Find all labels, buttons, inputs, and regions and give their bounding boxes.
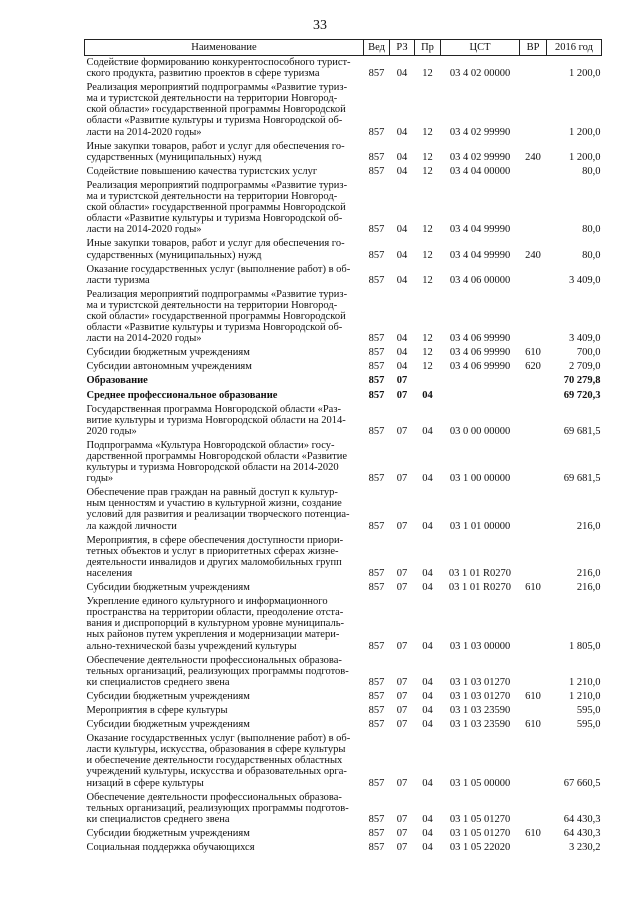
table-row — [85, 791, 602, 827]
row-name-line: дарственной программы Новгородской области «Развитие — [86, 451, 348, 462]
row-name-line: тельных организаций, реализующих программы подготов- — [86, 665, 349, 677]
row-ved: 857 — [368, 582, 385, 594]
row-name-line: годы» — [86, 473, 114, 485]
row-name-line: витие культуры и туризма Новгородской области на 2014- — [86, 414, 346, 426]
row-vr: 240 — [525, 249, 541, 261]
row-name-line: ально-технической базы учреждений культуры — [86, 640, 297, 652]
row-vr — [520, 403, 547, 439]
row-ved: 857 — [368, 249, 385, 261]
row-name-line: ласти культуры, искусства, образования в сфере культуры — [86, 744, 346, 756]
row-cst — [441, 389, 520, 403]
header-name: Наименование — [85, 40, 364, 56]
row-vr — [520, 534, 547, 581]
row-amount: 595,0 — [576, 719, 601, 731]
table-row — [85, 140, 602, 165]
row-amount: 1 200,0 — [569, 151, 601, 163]
row-cst: 03 1 05 01270 — [449, 813, 511, 825]
row-vr: 240 — [525, 151, 541, 163]
header-cst: ЦСТ — [441, 40, 520, 56]
table-row — [85, 165, 602, 179]
header-amount: 2016 год — [547, 40, 602, 56]
row-name-line: ки специалистов среднего звена — [86, 676, 230, 688]
row-name-line: Оказание государственных услуг (выполнение работ) в об- — [86, 733, 351, 745]
row-rz: 04 — [396, 165, 408, 177]
table-row — [85, 374, 602, 388]
row-rz: 07 — [396, 582, 408, 594]
row-name-line: Иные закупки товаров, работ и услуг для обеспечения го- — [86, 238, 345, 250]
row-cst: 03 4 06 99990 — [449, 347, 511, 359]
row-rz: 07 — [396, 640, 408, 652]
row-rz: 07 — [396, 520, 408, 532]
row-pr: 12 — [422, 274, 433, 286]
row-name-line: Реализация мероприятий подпрограммы «Развитие туриз- — [86, 82, 348, 94]
row-rz: 04 — [396, 361, 408, 373]
row-name-line: Обеспечение деятельности профессиональных образова- — [86, 654, 342, 666]
row-pr: 04 — [422, 640, 433, 652]
row-name — [85, 288, 364, 346]
table-body — [85, 56, 602, 856]
row-rz: 07 — [396, 827, 408, 839]
row-rz: 07 — [396, 813, 408, 825]
row-name-line: Государственная программа Новгородской области «Раз- — [86, 403, 341, 415]
row-name-line: ных районов путем укрепления и модернизации матери- — [86, 629, 340, 641]
row-vr — [520, 791, 547, 827]
row-name-line: вания и диспропорций в культурном уровне муниципаль- — [86, 618, 344, 630]
row-name-line: области «Развитие культуры и туризма Новгородской об- — [86, 115, 343, 127]
row-pr — [415, 374, 441, 388]
row-rz: 04 — [396, 274, 408, 286]
page-number: 33 — [313, 18, 327, 33]
row-cst: 03 1 03 23590 — [449, 704, 511, 716]
row-amount: 1 210,0 — [569, 676, 601, 688]
row-name-line: Иные закупки товаров, работ и услуг для обеспечения го- — [86, 140, 345, 152]
row-ved: 857 — [368, 842, 385, 853]
row-ved: 857 — [368, 224, 385, 236]
row-name — [85, 704, 364, 718]
row-vr — [520, 179, 547, 237]
row-ved: 857 — [368, 126, 385, 138]
row-cst: 03 4 06 99990 — [449, 333, 511, 345]
table-row — [85, 389, 602, 403]
row-amount: 70 279,8 — [563, 375, 601, 387]
row-amount: 80,0 — [582, 249, 601, 261]
row-cst: 03 1 01 R0270 — [448, 582, 512, 594]
row-rz: 07 — [396, 690, 408, 702]
row-pr: 04 — [422, 567, 433, 579]
row-ved: 857 — [368, 676, 385, 688]
row-ved: 857 — [368, 333, 385, 345]
row-amount: 80,0 — [582, 165, 601, 177]
row-name-line: 2020 годы» — [86, 425, 137, 437]
header-vr: ВР — [520, 40, 547, 56]
table-row — [85, 704, 602, 718]
row-vr: 610 — [525, 347, 541, 359]
row-name-line: условий для развития и реализации творческого потенциа- — [86, 509, 350, 521]
row-amount: 69 681,5 — [563, 425, 601, 437]
row-amount: 67 660,5 — [563, 777, 601, 789]
row-pr: 12 — [422, 249, 433, 261]
row-vr — [520, 81, 547, 139]
row-name — [85, 374, 364, 388]
header-row — [85, 40, 602, 56]
table-row — [85, 403, 602, 439]
row-cst: 03 1 05 22020 — [449, 842, 511, 853]
row-name — [85, 140, 364, 165]
row-name-line: Обеспечение деятельности профессиональных образова- — [86, 791, 342, 803]
row-cst: 03 1 03 01270 — [449, 690, 511, 702]
row-pr: 04 — [422, 425, 433, 437]
row-name — [85, 360, 364, 374]
row-name-line: Субсидии бюджетным учреждениям — [86, 347, 250, 359]
header-ved: Вед — [364, 40, 390, 56]
row-name-line: тельных организаций, реализующих программы подготов- — [86, 802, 349, 814]
row-rz: 04 — [396, 126, 408, 138]
row-name-line: ки специалистов среднего звена — [86, 813, 230, 825]
row-name — [85, 841, 364, 855]
row-amount: 216,0 — [576, 520, 601, 532]
row-rz: 04 — [396, 151, 408, 163]
table-row — [85, 288, 602, 346]
row-cst: 03 4 06 00000 — [449, 274, 511, 286]
row-pr: 12 — [422, 333, 433, 345]
row-name — [85, 827, 364, 841]
budget-table — [84, 39, 602, 855]
row-vr — [520, 263, 547, 288]
row-rz: 04 — [396, 224, 408, 236]
row-name — [85, 732, 364, 790]
row-vr: 610 — [525, 582, 541, 594]
row-vr — [520, 374, 547, 388]
row-name-line: Среднее профессиональное образование — [86, 389, 278, 401]
row-ved: 857 — [368, 690, 385, 702]
header-rz: РЗ — [390, 40, 415, 56]
row-rz: 04 — [396, 333, 408, 345]
row-ved: 857 — [368, 640, 385, 652]
table-row — [85, 534, 602, 581]
row-name-line: Реализация мероприятий подпрограммы «Развитие туриз- — [86, 288, 348, 300]
row-pr: 04 — [422, 827, 433, 839]
row-name-line: ласти на 2014-2020 годы» — [86, 224, 202, 236]
row-cst: 03 0 00 00000 — [449, 425, 511, 437]
row-ved: 857 — [368, 777, 385, 789]
table-row — [85, 654, 602, 690]
row-name-line: ма и туристской деятельности на территории Новгород- — [86, 93, 338, 105]
row-rz: 07 — [396, 719, 408, 731]
row-name — [85, 791, 364, 827]
row-pr: 04 — [422, 520, 433, 532]
row-amount: 2 709,0 — [569, 361, 601, 373]
row-pr: 12 — [422, 224, 433, 236]
row-name-line: ласти на 2014-2020 годы» — [86, 333, 202, 345]
row-pr: 04 — [422, 389, 433, 401]
row-amount: 1 200,0 — [569, 126, 601, 138]
table-row — [85, 179, 602, 237]
row-cst: 03 4 02 00000 — [449, 68, 511, 80]
row-name-line: ского продукта, развитию проектов в сфере туризма — [86, 68, 320, 80]
row-pr: 04 — [422, 676, 433, 688]
row-pr: 12 — [422, 165, 433, 177]
row-ved: 857 — [368, 719, 385, 731]
row-amount: 69 720,3 — [563, 389, 601, 401]
row-cst: 03 1 00 00000 — [449, 473, 511, 485]
row-rz: 07 — [396, 375, 408, 387]
row-name — [85, 581, 364, 595]
row-name — [85, 718, 364, 732]
row-amount: 3 230,2 — [569, 842, 601, 853]
row-name-line: тетных объектов и услуг в приоритетных сферах жизне- — [86, 545, 339, 557]
row-ved: 857 — [368, 274, 385, 286]
row-name-line: Содействие повышению качества туристских услуг — [86, 165, 318, 177]
row-name-line: Субсидии бюджетным учреждениям — [86, 582, 250, 594]
row-name-line: Оказание государственных услуг (выполнение работ) в об- — [86, 263, 351, 275]
row-name-line: населения — [86, 567, 133, 579]
row-vr — [520, 704, 547, 718]
row-name-line: ской области» государственной программы Новгородской — [86, 202, 346, 214]
row-vr — [520, 389, 547, 403]
row-name — [85, 439, 364, 486]
row-cst: 03 4 02 99990 — [449, 151, 511, 163]
table-row — [85, 690, 602, 704]
table-row — [85, 486, 602, 533]
row-name-line: ласти туризма — [86, 274, 150, 286]
table-row — [85, 81, 602, 139]
row-vr — [520, 56, 547, 82]
row-cst — [441, 374, 520, 388]
row-ved: 857 — [368, 165, 385, 177]
row-vr: 610 — [525, 827, 541, 839]
row-name — [85, 263, 364, 288]
table-header — [85, 40, 602, 56]
row-rz: 04 — [396, 347, 408, 359]
row-amount: 69 681,5 — [563, 473, 601, 485]
row-name — [85, 486, 364, 533]
row-ved: 857 — [368, 361, 385, 373]
row-rz: 07 — [396, 777, 408, 789]
table-row — [85, 718, 602, 732]
row-ved: 857 — [368, 68, 385, 80]
table-row — [85, 595, 602, 653]
row-cst: 03 4 04 00000 — [449, 165, 511, 177]
row-cst: 03 1 03 23590 — [449, 719, 511, 731]
row-pr: 12 — [422, 151, 433, 163]
row-pr: 04 — [422, 813, 433, 825]
row-vr: 610 — [525, 719, 541, 731]
row-cst: 03 4 04 99990 — [449, 249, 511, 261]
row-amount: 216,0 — [576, 567, 601, 579]
row-name-line: ской области» государственной программы Новгородской — [86, 104, 346, 116]
row-ved: 857 — [368, 473, 385, 485]
row-name — [85, 595, 364, 653]
row-name-line: Укрепление единого культурного и информационного — [86, 596, 328, 608]
row-name-line: Образование — [86, 375, 148, 387]
row-name-line: деятельности инвалидов и других маломобильных групп — [86, 556, 342, 568]
row-amount: 1 805,0 — [569, 640, 601, 652]
row-rz: 07 — [396, 473, 408, 485]
row-name — [85, 179, 364, 237]
row-amount: 700,0 — [576, 347, 601, 359]
row-amount: 64 430,3 — [563, 813, 601, 825]
row-vr — [520, 595, 547, 653]
row-ved: 857 — [368, 704, 385, 716]
row-pr: 04 — [422, 719, 433, 731]
row-ved: 857 — [368, 827, 385, 839]
row-name — [85, 403, 364, 439]
row-pr: 04 — [422, 704, 433, 716]
row-name-line: ской области» государственной программы Новгородской — [86, 310, 346, 322]
table-row — [85, 581, 602, 595]
row-ved: 857 — [368, 520, 385, 532]
table-row — [85, 439, 602, 486]
row-ved: 857 — [368, 389, 385, 401]
row-name-line: ла каждой личности — [86, 520, 177, 532]
row-name-line: Субсидии бюджетным учреждениям — [86, 690, 250, 702]
row-vr — [520, 732, 547, 790]
row-ved: 857 — [368, 425, 385, 437]
row-name-line: сударственных (муниципальных) нужд — [86, 151, 262, 163]
row-ved: 857 — [368, 567, 385, 579]
row-cst: 03 1 05 00000 — [449, 777, 511, 789]
row-amount: 216,0 — [576, 582, 601, 594]
row-amount: 1 200,0 — [569, 68, 601, 80]
row-rz: 07 — [396, 842, 408, 853]
row-rz: 07 — [396, 389, 408, 401]
row-vr — [520, 165, 547, 179]
row-name — [85, 690, 364, 704]
row-name — [85, 389, 364, 403]
row-pr: 12 — [422, 126, 433, 138]
row-name-line: Реализация мероприятий подпрограммы «Развитие туриз- — [86, 179, 348, 191]
row-name — [85, 346, 364, 360]
row-amount: 3 409,0 — [569, 274, 601, 286]
row-pr: 04 — [422, 473, 433, 485]
row-vr — [520, 654, 547, 690]
table-row — [85, 56, 602, 82]
row-cst: 03 1 03 01270 — [449, 676, 511, 688]
row-name-line: пространства на территории области, преодоление отста- — [86, 607, 344, 619]
row-name-line: низаций в сфере культуры — [86, 777, 204, 789]
row-vr — [520, 439, 547, 486]
row-ved: 857 — [368, 375, 385, 387]
row-name-line: Подпрограмма «Культура Новгородской области» госу- — [86, 439, 335, 451]
row-pr: 04 — [422, 842, 433, 853]
row-ved: 857 — [368, 347, 385, 359]
row-pr: 04 — [422, 777, 433, 789]
row-name-line: и обеспечение деятельности государственных областных — [86, 755, 343, 767]
row-rz: 07 — [396, 704, 408, 716]
row-pr: 12 — [422, 347, 433, 359]
row-amount: 64 430,3 — [563, 827, 601, 839]
row-name-line: ма и туристской деятельности на территории Новгород- — [86, 299, 338, 311]
row-vr — [520, 486, 547, 533]
table-row — [85, 827, 602, 841]
row-cst: 03 1 03 00000 — [449, 640, 511, 652]
row-amount: 595,0 — [576, 704, 601, 716]
row-name — [85, 534, 364, 581]
row-name-line: учреждений культуры, искусства и образовательных орга- — [86, 766, 347, 778]
row-name-line: ным ценностям и участию в культурной жизни, создание — [86, 498, 342, 510]
row-name-line: сударственных (муниципальных) нужд — [86, 249, 262, 261]
row-name — [85, 654, 364, 690]
row-name-line: Содействие формированию конкурентоспособного турист- — [86, 57, 351, 68]
table-row — [85, 360, 602, 374]
row-amount: 1 210,0 — [569, 690, 601, 702]
row-name-line: ласти на 2014-2020 годы» — [86, 126, 202, 138]
row-pr: 04 — [422, 690, 433, 702]
row-name — [85, 165, 364, 179]
row-vr: 620 — [525, 361, 541, 373]
row-name-line: культуры и туризма Новгородской области на 2014-2020 — [86, 462, 339, 474]
row-pr: 12 — [422, 361, 433, 373]
row-amount: 80,0 — [582, 224, 601, 236]
row-cst: 03 1 01 R0270 — [448, 567, 512, 579]
row-pr: 04 — [422, 582, 433, 594]
row-vr — [520, 841, 547, 855]
row-rz: 04 — [396, 249, 408, 261]
row-vr: 610 — [525, 690, 541, 702]
row-name-line: области «Развитие культуры и туризма Новгородской об- — [86, 322, 343, 334]
row-name-line: Субсидии автономным учреждениям — [86, 361, 252, 373]
row-ved: 857 — [368, 813, 385, 825]
row-rz: 04 — [396, 68, 408, 80]
header-pr: Пр — [415, 40, 441, 56]
row-name — [85, 237, 364, 262]
row-rz: 07 — [396, 676, 408, 688]
row-amount: 3 409,0 — [569, 333, 601, 345]
table-row — [85, 237, 602, 262]
row-name-line: Социальная поддержка обучающихся — [86, 842, 255, 853]
table-row — [85, 263, 602, 288]
row-name-line: Мероприятия в сфере культуры — [86, 704, 228, 716]
table-row — [85, 732, 602, 790]
row-cst: 03 1 01 00000 — [449, 520, 511, 532]
table-row — [85, 346, 602, 360]
row-name-line: ма и туристской деятельности на территории Новгород- — [86, 191, 338, 203]
row-rz: 07 — [396, 567, 408, 579]
row-name — [85, 81, 364, 139]
row-name-line: области «Развитие культуры и туризма Новгородской об- — [86, 213, 343, 225]
row-name — [85, 56, 364, 82]
row-name-line: Обеспечение прав граждан на равный доступ к культур- — [86, 487, 338, 499]
row-name-line: Субсидии бюджетным учреждениям — [86, 827, 250, 839]
row-ved: 857 — [368, 151, 385, 163]
row-cst: 03 4 02 99990 — [449, 126, 511, 138]
table-row — [85, 841, 602, 855]
row-cst: 03 4 04 99990 — [449, 224, 511, 236]
row-cst: 03 4 06 99990 — [449, 361, 511, 373]
row-rz: 07 — [396, 425, 408, 437]
row-name-line: Мероприятия, в сфере обеспечения доступности приори- — [86, 534, 344, 546]
row-vr — [520, 288, 547, 346]
row-cst: 03 1 05 01270 — [449, 827, 511, 839]
row-name-line: Субсидии бюджетным учреждениям — [86, 719, 250, 731]
row-pr: 12 — [422, 68, 433, 80]
